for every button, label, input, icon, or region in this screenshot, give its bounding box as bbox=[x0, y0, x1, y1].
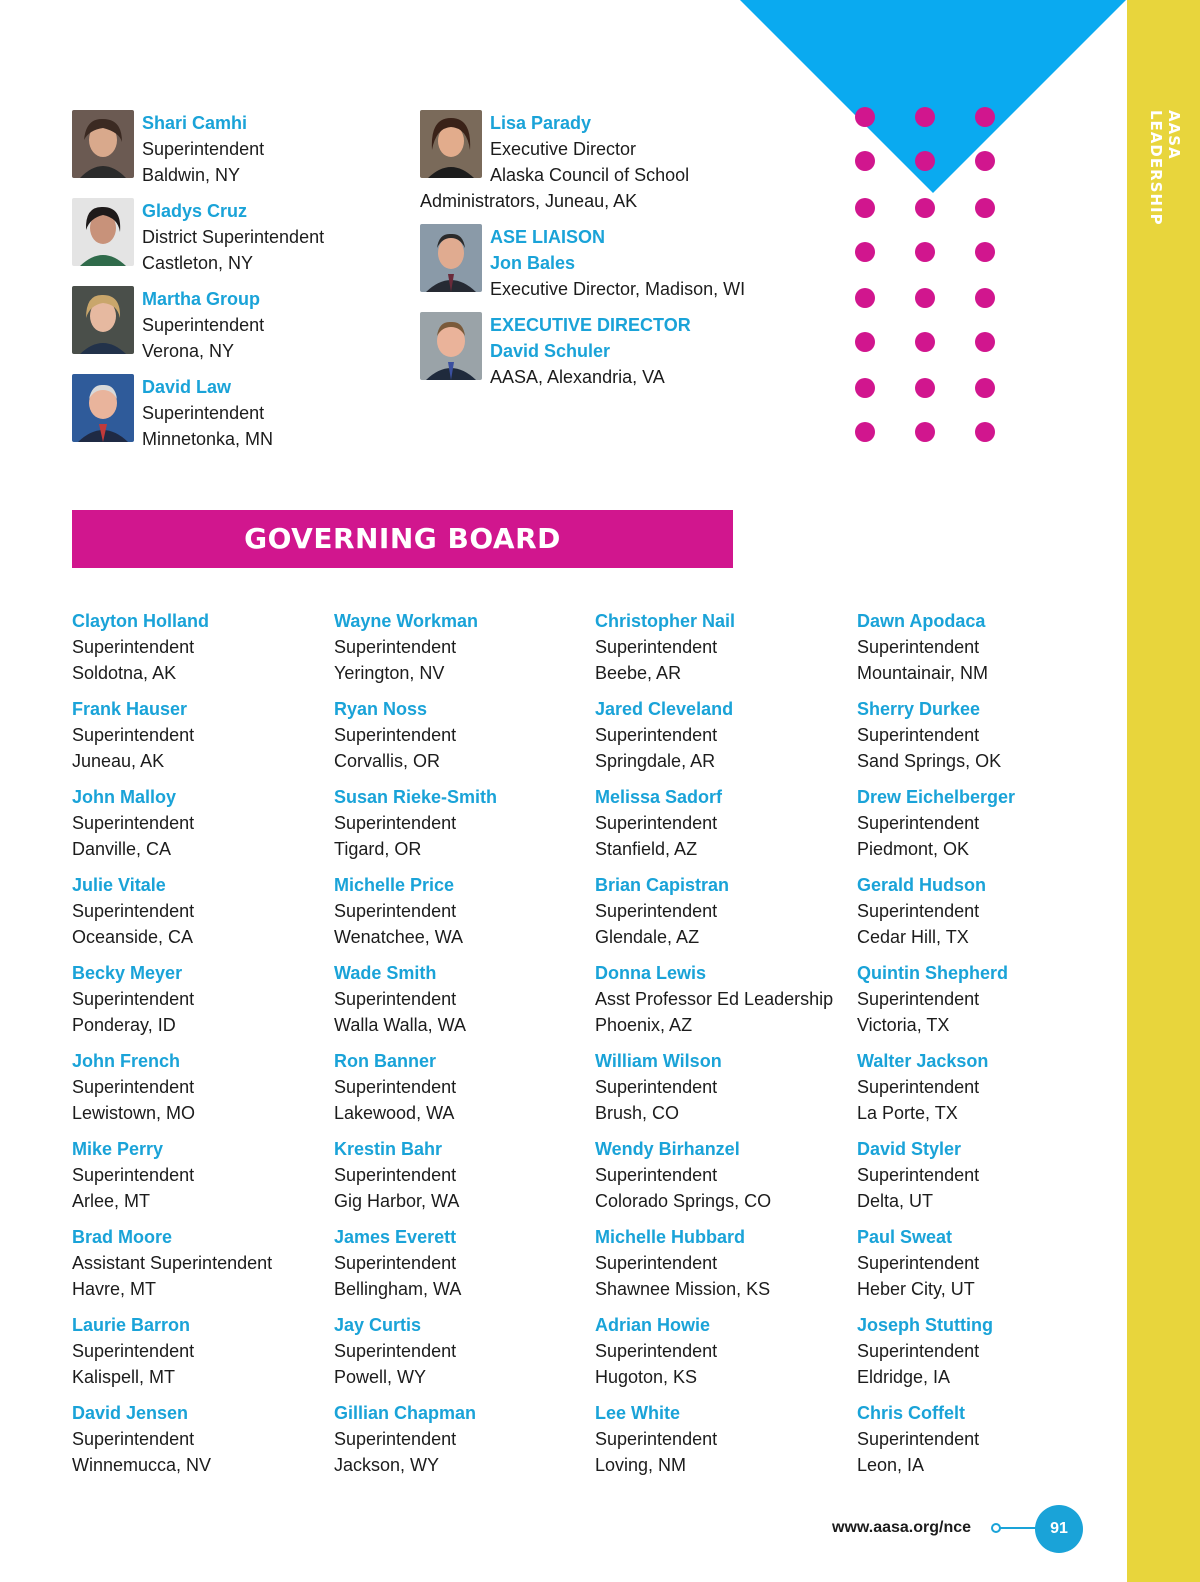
member-name: Clayton Holland bbox=[72, 611, 210, 631]
member-location: Colorado Springs, CO bbox=[595, 1191, 772, 1211]
leader-name: Gladys Cruz bbox=[142, 201, 248, 221]
board-member bbox=[857, 872, 1107, 960]
member-title: Superintendent bbox=[334, 1253, 457, 1273]
member-title: Superintendent bbox=[595, 1429, 718, 1449]
member-title: Superintendent bbox=[334, 1429, 457, 1449]
member-name: Sherry Durkee bbox=[857, 699, 981, 719]
board-member bbox=[72, 696, 322, 784]
member-title: Superintendent bbox=[72, 989, 195, 1009]
member-title: Asst Professor Ed Leadership bbox=[595, 989, 834, 1009]
member-location: Delta, UT bbox=[857, 1191, 934, 1211]
leader-title: Superintendent bbox=[142, 315, 265, 335]
member-name: Frank Hauser bbox=[72, 699, 188, 719]
member-name: Joseph Stutting bbox=[857, 1315, 993, 1335]
member-title: Superintendent bbox=[595, 813, 718, 833]
member-title: Superintendent bbox=[334, 725, 457, 745]
member-name: Chris Coffelt bbox=[857, 1403, 965, 1423]
member-location: Arlee, MT bbox=[72, 1191, 151, 1211]
leader-card bbox=[72, 198, 412, 273]
member-name: Laurie Barron bbox=[72, 1315, 191, 1335]
magenta-dot bbox=[855, 288, 875, 308]
magenta-dot bbox=[855, 107, 875, 127]
member-title: Superintendent bbox=[334, 1077, 457, 1097]
member-location: Walla Walla, WA bbox=[334, 1015, 467, 1035]
member-name: Wendy Birhanzel bbox=[595, 1139, 740, 1159]
member-name: John French bbox=[72, 1051, 181, 1071]
member-location: Lakewood, WA bbox=[334, 1103, 455, 1123]
leader-name: Jon Bales bbox=[490, 253, 576, 273]
board-member bbox=[857, 960, 1107, 1048]
magenta-dot bbox=[975, 422, 995, 442]
board-member bbox=[334, 1048, 584, 1136]
magenta-dot bbox=[915, 198, 935, 218]
member-name: James Everett bbox=[334, 1227, 457, 1247]
member-title: Superintendent bbox=[334, 901, 457, 921]
board-member bbox=[334, 960, 584, 1048]
member-title: Superintendent bbox=[595, 637, 718, 657]
member-location: Soldotna, AK bbox=[72, 663, 177, 683]
member-title: Superintendent bbox=[72, 901, 195, 921]
board-member bbox=[857, 1048, 1107, 1136]
member-name: Krestin Bahr bbox=[334, 1139, 443, 1159]
magenta-dot bbox=[855, 198, 875, 218]
member-title: Superintendent bbox=[595, 901, 718, 921]
member-location: Winnemucca, NV bbox=[72, 1455, 212, 1475]
board-column bbox=[857, 608, 1107, 1488]
member-name: David Styler bbox=[857, 1139, 962, 1159]
member-location: Heber City, UT bbox=[857, 1279, 975, 1299]
member-title: Superintendent bbox=[334, 989, 457, 1009]
member-title: Superintendent bbox=[595, 1165, 718, 1185]
magenta-dot bbox=[855, 422, 875, 442]
magenta-dot bbox=[975, 198, 995, 218]
board-member bbox=[334, 696, 584, 784]
magenta-dot bbox=[915, 242, 935, 262]
member-title: Superintendent bbox=[857, 1429, 980, 1449]
magenta-dot bbox=[975, 378, 995, 398]
portrait-photo bbox=[72, 198, 134, 266]
member-name: Wayne Workman bbox=[334, 611, 479, 631]
board-member bbox=[334, 1400, 584, 1488]
board-column bbox=[72, 608, 322, 1488]
leader-title: Executive Director, Madison, WI bbox=[490, 279, 746, 299]
magenta-dot bbox=[915, 378, 935, 398]
leader-title: AASA, Alexandria, VA bbox=[490, 367, 665, 387]
board-member bbox=[72, 872, 322, 960]
member-location: Havre, MT bbox=[72, 1279, 157, 1299]
member-location: Beebe, AR bbox=[595, 663, 682, 683]
member-title: Superintendent bbox=[334, 637, 457, 657]
section-heading: GOVERNING BOARD bbox=[244, 522, 561, 555]
board-member bbox=[334, 1136, 584, 1224]
leader-name: David Law bbox=[142, 377, 232, 397]
leader-title: Superintendent bbox=[142, 403, 265, 423]
board-member bbox=[72, 784, 322, 872]
member-title: Superintendent bbox=[72, 813, 195, 833]
board-member bbox=[72, 1048, 322, 1136]
member-location: Glendale, AZ bbox=[595, 927, 700, 947]
leader-card bbox=[72, 374, 412, 449]
magenta-dot bbox=[975, 151, 995, 171]
portrait-photo bbox=[420, 312, 482, 380]
member-location: Shawnee Mission, KS bbox=[595, 1279, 771, 1299]
board-member bbox=[334, 872, 584, 960]
board-member bbox=[595, 1400, 845, 1488]
member-location: Powell, WY bbox=[334, 1367, 427, 1387]
member-title: Superintendent bbox=[595, 1077, 718, 1097]
board-member bbox=[72, 960, 322, 1048]
member-title: Superintendent bbox=[857, 725, 980, 745]
member-name: Michelle Price bbox=[334, 875, 455, 895]
member-location: Jackson, WY bbox=[334, 1455, 440, 1475]
footer-url: www.aasa.org/nce bbox=[832, 1519, 972, 1536]
member-location: Brush, CO bbox=[595, 1103, 680, 1123]
magenta-dot bbox=[975, 107, 995, 127]
member-title: Assistant Superintendent bbox=[72, 1253, 273, 1273]
leader-name: Lisa Parady bbox=[490, 113, 592, 133]
board-member bbox=[72, 1312, 322, 1400]
board-member bbox=[595, 872, 845, 960]
member-name: John Malloy bbox=[72, 787, 177, 807]
member-location: Wenatchee, WA bbox=[334, 927, 464, 947]
magenta-dot bbox=[915, 422, 935, 442]
board-member bbox=[595, 960, 845, 1048]
leader-card bbox=[420, 110, 760, 210]
member-location: Piedmont, OK bbox=[857, 839, 970, 859]
member-title: Superintendent bbox=[72, 1077, 195, 1097]
leader-name: David Schuler bbox=[490, 341, 611, 361]
member-title: Superintendent bbox=[595, 725, 718, 745]
member-title: Superintendent bbox=[72, 1341, 195, 1361]
leader-name: Martha Group bbox=[142, 289, 261, 309]
member-location: Oceanside, CA bbox=[72, 927, 194, 947]
member-name: Susan Rieke-Smith bbox=[334, 787, 498, 807]
member-location: Yerington, NV bbox=[334, 663, 445, 683]
board-member bbox=[857, 1400, 1107, 1488]
board-column bbox=[595, 608, 845, 1488]
member-name: Jared Cleveland bbox=[595, 699, 734, 719]
board-member bbox=[595, 608, 845, 696]
member-name: Michelle Hubbard bbox=[595, 1227, 746, 1247]
member-location: Phoenix, AZ bbox=[595, 1015, 693, 1035]
member-title: Superintendent bbox=[857, 1253, 980, 1273]
member-location: Eldridge, IA bbox=[857, 1367, 951, 1387]
member-location: Danville, CA bbox=[72, 839, 172, 859]
member-name: Becky Meyer bbox=[72, 963, 183, 983]
magenta-dot bbox=[915, 151, 935, 171]
leader-card bbox=[420, 224, 760, 299]
magenta-dot bbox=[915, 288, 935, 308]
member-location: Tigard, OR bbox=[334, 839, 422, 859]
member-location: La Porte, TX bbox=[857, 1103, 958, 1123]
magenta-dot bbox=[975, 242, 995, 262]
board-member bbox=[857, 784, 1107, 872]
board-member bbox=[857, 608, 1107, 696]
board-member bbox=[857, 1224, 1107, 1312]
member-name: Drew Eichelberger bbox=[857, 787, 1016, 807]
member-name: Wade Smith bbox=[334, 963, 437, 983]
member-title: Superintendent bbox=[857, 1165, 980, 1185]
leader-name: Shari Camhi bbox=[142, 113, 248, 133]
board-member bbox=[72, 1224, 322, 1312]
magenta-dot bbox=[855, 378, 875, 398]
leader-title: Executive Director bbox=[490, 139, 637, 159]
member-title: Superintendent bbox=[857, 989, 980, 1009]
member-title: Superintendent bbox=[595, 1253, 718, 1273]
board-member bbox=[334, 784, 584, 872]
magenta-dot bbox=[855, 332, 875, 352]
leader-organization: Alaska Council of School bbox=[490, 165, 690, 185]
board-member bbox=[595, 1224, 845, 1312]
member-name: David Jensen bbox=[72, 1403, 189, 1423]
portrait-photo bbox=[420, 224, 482, 292]
member-name: Gillian Chapman bbox=[334, 1403, 477, 1423]
member-name: Brian Capistran bbox=[595, 875, 730, 895]
magenta-dot bbox=[855, 242, 875, 262]
member-location: Cedar Hill, TX bbox=[857, 927, 969, 947]
board-member bbox=[857, 696, 1107, 784]
member-location: Bellingham, WA bbox=[334, 1279, 462, 1299]
member-name: Walter Jackson bbox=[857, 1051, 989, 1071]
board-member bbox=[334, 1224, 584, 1312]
member-location: Victoria, TX bbox=[857, 1015, 950, 1035]
board-member bbox=[595, 696, 845, 784]
member-title: Superintendent bbox=[334, 1341, 457, 1361]
member-title: Superintendent bbox=[857, 637, 980, 657]
member-title: Superintendent bbox=[72, 637, 195, 657]
member-title: Superintendent bbox=[595, 1341, 718, 1361]
board-member bbox=[72, 1400, 322, 1488]
magenta-dot bbox=[855, 151, 875, 171]
member-location: Juneau, AK bbox=[72, 751, 165, 771]
leader-card bbox=[72, 110, 412, 185]
portrait-photo bbox=[72, 286, 134, 354]
board-member bbox=[595, 784, 845, 872]
member-title: Superintendent bbox=[334, 1165, 457, 1185]
leader-role: EXECUTIVE DIRECTOR bbox=[490, 315, 691, 335]
board-member bbox=[72, 1136, 322, 1224]
member-location: Stanfield, AZ bbox=[595, 839, 698, 859]
member-name: Paul Sweat bbox=[857, 1227, 953, 1247]
sidebar-section-label: AASA LEADERSHIP bbox=[1147, 110, 1183, 226]
leader-location: Castleton, NY bbox=[142, 253, 254, 273]
leader-card bbox=[72, 286, 412, 361]
board-member bbox=[72, 608, 322, 696]
leader-card bbox=[420, 312, 760, 387]
board-member bbox=[334, 1312, 584, 1400]
leader-title: Superintendent bbox=[142, 139, 265, 159]
leader-location: Minnetonka, MN bbox=[142, 429, 274, 449]
member-name: Jay Curtis bbox=[334, 1315, 422, 1335]
magenta-dot bbox=[975, 288, 995, 308]
member-location: Loving, NM bbox=[595, 1455, 687, 1475]
board-column bbox=[334, 608, 584, 1488]
member-title: Superintendent bbox=[857, 901, 980, 921]
board-member bbox=[334, 608, 584, 696]
member-name: Christopher Nail bbox=[595, 611, 736, 631]
member-location: Mountainair, NM bbox=[857, 663, 989, 683]
governing-board-banner bbox=[72, 510, 733, 568]
member-name: Julie Vitale bbox=[72, 875, 166, 895]
member-name: Ron Banner bbox=[334, 1051, 437, 1071]
portrait-photo bbox=[72, 110, 134, 178]
board-member bbox=[595, 1136, 845, 1224]
member-title: Superintendent bbox=[72, 1429, 195, 1449]
member-location: Corvallis, OR bbox=[334, 751, 441, 771]
portrait-photo bbox=[72, 374, 134, 442]
member-name: Quintin Shepherd bbox=[857, 963, 1008, 983]
board-member bbox=[857, 1136, 1107, 1224]
magenta-dot bbox=[915, 332, 935, 352]
member-name: Adrian Howie bbox=[595, 1315, 711, 1335]
board-member bbox=[595, 1312, 845, 1400]
member-title: Superintendent bbox=[334, 813, 457, 833]
board-member bbox=[595, 1048, 845, 1136]
leader-title: District Superintendent bbox=[142, 227, 325, 247]
member-title: Superintendent bbox=[72, 725, 195, 745]
portrait-photo bbox=[420, 110, 482, 178]
leader-location: Verona, NY bbox=[142, 341, 235, 361]
member-location: Leon, IA bbox=[857, 1455, 925, 1475]
member-location: Gig Harbor, WA bbox=[334, 1191, 460, 1211]
member-name: Lee White bbox=[595, 1403, 681, 1423]
member-name: Mike Perry bbox=[72, 1139, 164, 1159]
board-member bbox=[857, 1312, 1107, 1400]
member-location: Sand Springs, OK bbox=[857, 751, 1002, 771]
member-name: Gerald Hudson bbox=[857, 875, 987, 895]
member-name: Ryan Noss bbox=[334, 699, 428, 719]
magenta-dot bbox=[975, 332, 995, 352]
member-name: Brad Moore bbox=[72, 1227, 173, 1247]
leader-organization-continued: Administrators, Juneau, AK bbox=[420, 191, 638, 211]
member-title: Superintendent bbox=[857, 813, 980, 833]
member-name: Donna Lewis bbox=[595, 963, 707, 983]
member-title: Superintendent bbox=[857, 1341, 980, 1361]
member-location: Lewistown, MO bbox=[72, 1103, 196, 1123]
leader-location: Baldwin, NY bbox=[142, 165, 241, 185]
magenta-dot-pattern bbox=[855, 105, 1005, 455]
member-location: Ponderay, ID bbox=[72, 1015, 176, 1035]
member-location: Springdale, AR bbox=[595, 751, 716, 771]
member-location: Kalispell, MT bbox=[72, 1367, 176, 1387]
leader-role: ASE LIAISON bbox=[490, 227, 606, 247]
member-title: Superintendent bbox=[857, 1077, 980, 1097]
member-title: Superintendent bbox=[72, 1165, 195, 1185]
member-name: William Wilson bbox=[595, 1051, 722, 1071]
magenta-dot bbox=[915, 107, 935, 127]
page-number-badge: 91 bbox=[1035, 1505, 1083, 1553]
member-name: Dawn Apodaca bbox=[857, 611, 986, 631]
member-name: Melissa Sadorf bbox=[595, 787, 723, 807]
member-location: Hugoton, KS bbox=[595, 1367, 698, 1387]
